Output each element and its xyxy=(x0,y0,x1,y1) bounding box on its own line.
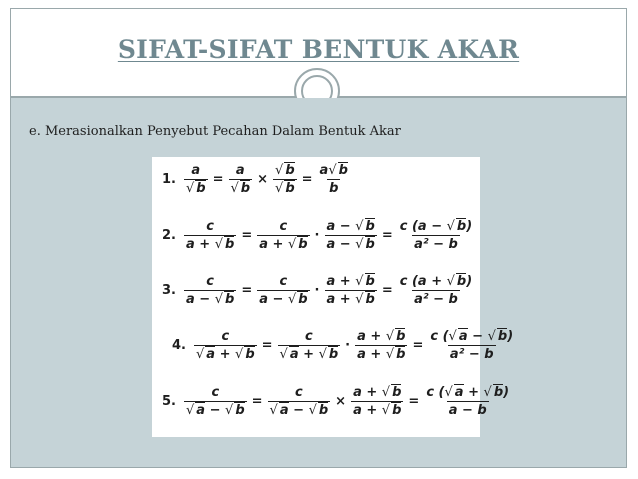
slide-subtitle: e. Merasionalkan Penyebut Pecahan Dalam Bentuk Akar xyxy=(29,124,401,139)
formula-number: 3. xyxy=(162,283,176,298)
formula-row-2: 2. $\frac{c}{a + √ b}$ = $\frac{c}{a + √ b}$ · $\frac{a - √ b}{a - √ b}$ = $\frac{c (a - √ b)}{\text{a² − b}}$ xyxy=(162,219,473,252)
content-area xyxy=(11,98,626,467)
formula-image xyxy=(152,157,514,437)
formula-number: 2. xyxy=(162,228,176,243)
slide-title: SIFAT-SIFAT BENTUK AKAR xyxy=(117,35,520,64)
formula-row-4: 4. $\frac{c}{√ a + √ b}$ = $\frac{c}{√ a + √ b}$ · $\frac{a + √ b}{a + √ b}$ = $\frac{c (√ a - √ b)}{\text{a² − b}}$ xyxy=(172,329,514,362)
formula-number: 1. xyxy=(162,172,176,187)
formula-row-5: 5. $\frac{c}{√ a - √ b}$ = $\frac{c}{√ a - √ b}$ × $\frac{a + √ b}{a + √ b}$ = $\frac{c (√ a + √ b)}{a - b}$ xyxy=(162,385,510,418)
formula-number: 4. xyxy=(172,338,186,353)
slide xyxy=(10,8,627,468)
formula-row-1: 1. $\frac{a}{√ b}$ = $\frac{a}{√ b}$ × $\frac{√ b}{√ b}$ = $\frac{a√ b}{b}$ xyxy=(162,163,348,196)
formula-number: 5. xyxy=(162,394,176,409)
formula-row-3: 3. $\frac{c}{a - √ b}$ = $\frac{c}{a - √ b}$ · $\frac{a + √ b}{a + √ b}$ = $\frac{c (a + √ b)}{\text{a² − b}}$ xyxy=(162,274,473,307)
